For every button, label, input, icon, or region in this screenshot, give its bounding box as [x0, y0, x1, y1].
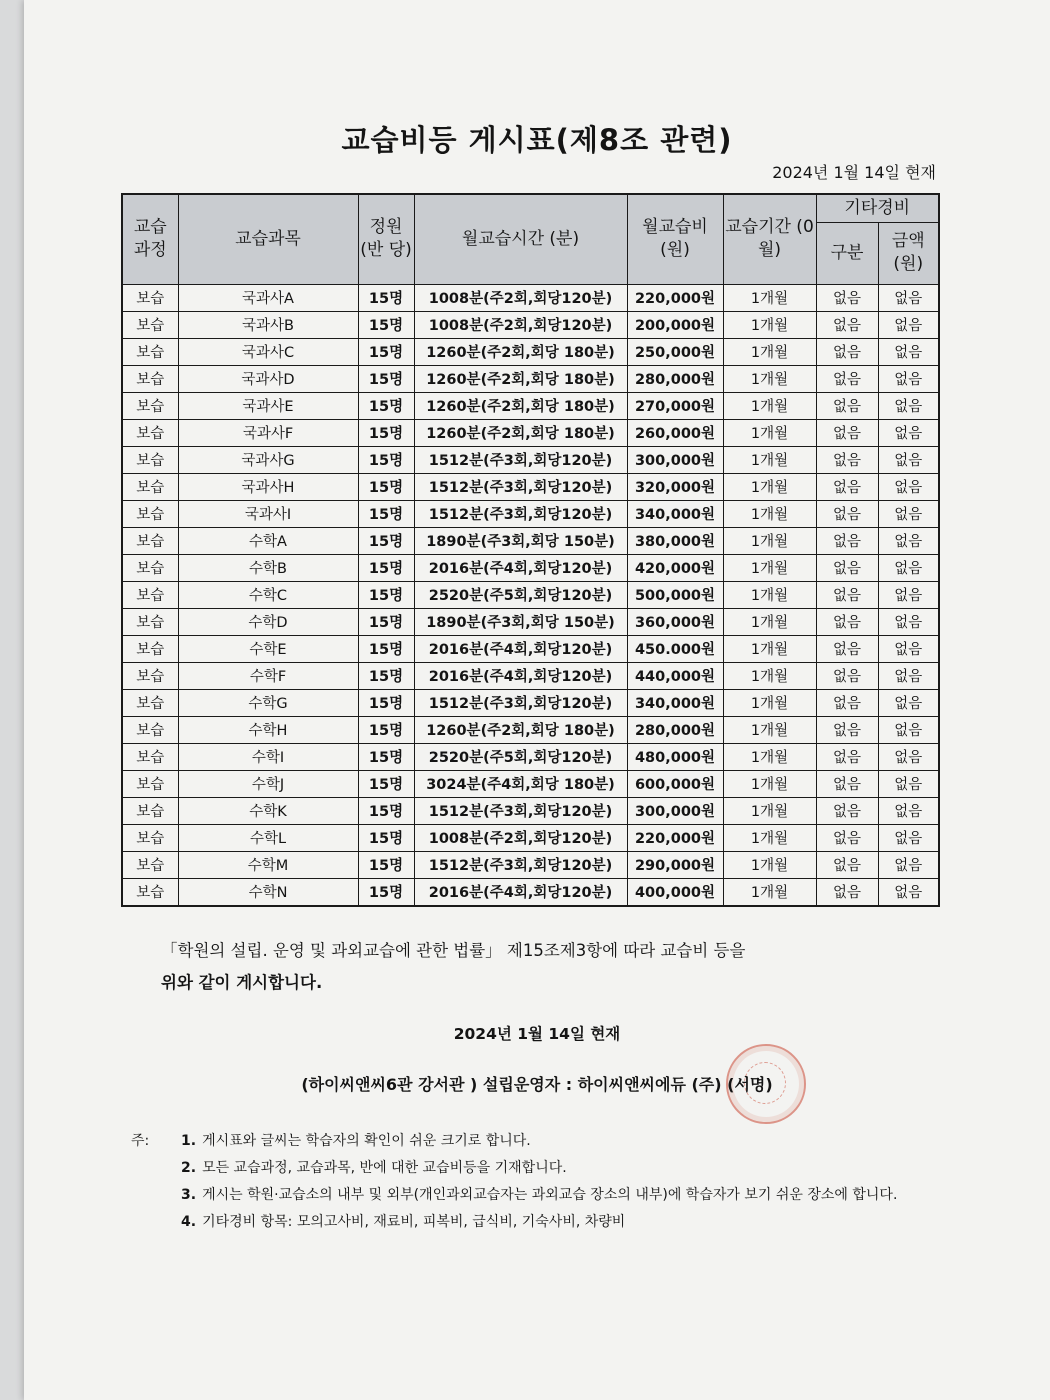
cell-period: 1개월: [723, 581, 816, 608]
cell-other-amount: 없음: [878, 365, 939, 392]
cell-course: 보습: [122, 635, 178, 662]
cell-monthly-hours: 2520분(주5회,회당120분): [414, 743, 627, 770]
footnote-prefix: [131, 1209, 181, 1236]
as-of-date: 2024년 1월 14일 현재: [772, 163, 936, 182]
cell-capacity: 15명: [358, 716, 414, 743]
footnote-item: [131, 1128, 931, 1155]
cell-capacity: 15명: [358, 743, 414, 770]
cell-monthly-fee: 280,000원: [627, 365, 723, 392]
cell-other-type: 없음: [816, 797, 878, 824]
cell-period: 1개월: [723, 473, 816, 500]
footnotes-list: [131, 1128, 931, 1236]
cell-course: 보습: [122, 419, 178, 446]
cell-monthly-fee: 200,000원: [627, 311, 723, 338]
cell-period: 1개월: [723, 608, 816, 635]
cell-other-type: 없음: [816, 662, 878, 689]
table-row: [122, 635, 939, 662]
cell-capacity: 15명: [358, 635, 414, 662]
cell-period: 1개월: [723, 743, 816, 770]
cell-subject: 수학N: [178, 878, 358, 906]
cell-monthly-fee: 500,000원: [627, 581, 723, 608]
cell-course: 보습: [122, 554, 178, 581]
cell-other-amount: 없음: [878, 392, 939, 419]
cell-other-amount: 없음: [878, 689, 939, 716]
signature-date: 2024년 1월 14일 현재: [453, 1025, 621, 1043]
table-row: [122, 662, 939, 689]
cell-course: 보습: [122, 311, 178, 338]
cell-other-type: 없음: [816, 581, 878, 608]
cell-course: 보습: [122, 716, 178, 743]
cell-other-amount: 없음: [878, 554, 939, 581]
table-row: [122, 500, 939, 527]
cell-course: 보습: [122, 662, 178, 689]
cell-period: 1개월: [723, 392, 816, 419]
notice-line-2: 위와 같이 게시합니다.: [161, 973, 323, 992]
cell-other-amount: 없음: [878, 743, 939, 770]
cell-course: 보습: [122, 797, 178, 824]
document-title: 교습비등 게시표(제8조 관련): [341, 123, 733, 157]
cell-period: 1개월: [723, 797, 816, 824]
cell-monthly-fee: 480,000원: [627, 743, 723, 770]
cell-other-type: 없음: [816, 635, 878, 662]
cell-subject: 수학F: [178, 662, 358, 689]
cell-other-type: 없음: [816, 770, 878, 797]
cell-period: 1개월: [723, 284, 816, 311]
table-row: [122, 527, 939, 554]
cell-period: 1개월: [723, 554, 816, 581]
cell-monthly-hours: 1260분(주2회,회당 180분): [414, 716, 627, 743]
cell-subject: 수학C: [178, 581, 358, 608]
cell-subject: 수학B: [178, 554, 358, 581]
footnotes: [131, 1128, 931, 1236]
cell-other-type: 없음: [816, 284, 878, 311]
cell-monthly-hours: 2016분(주4회,회당120분): [414, 662, 627, 689]
cell-other-type: 없음: [816, 743, 878, 770]
cell-other-type: 없음: [816, 311, 878, 338]
cell-capacity: 15명: [358, 392, 414, 419]
header-other-expenses: 기타경비: [816, 194, 939, 222]
legal-notice: [161, 935, 901, 999]
cell-monthly-fee: 320,000원: [627, 473, 723, 500]
fee-table-body: [122, 284, 939, 906]
cell-subject: 국과사D: [178, 365, 358, 392]
footnote-text: [181, 1182, 931, 1209]
cell-other-amount: 없음: [878, 473, 939, 500]
cell-monthly-hours: 1512분(주3회,회당120분): [414, 500, 627, 527]
cell-capacity: 15명: [358, 581, 414, 608]
document-page: [24, 0, 1050, 1400]
cell-monthly-fee: 280,000원: [627, 716, 723, 743]
cell-other-type: 없음: [816, 392, 878, 419]
cell-capacity: 15명: [358, 770, 414, 797]
cell-capacity: 15명: [358, 662, 414, 689]
cell-other-amount: 없음: [878, 527, 939, 554]
cell-subject: 수학I: [178, 743, 358, 770]
cell-course: 보습: [122, 500, 178, 527]
table-row: [122, 608, 939, 635]
footnote-prefix: 주:: [131, 1133, 150, 1149]
cell-period: 1개월: [723, 689, 816, 716]
cell-other-amount: 없음: [878, 851, 939, 878]
cell-subject: 수학D: [178, 608, 358, 635]
cell-subject: 국과사C: [178, 338, 358, 365]
fee-table: [121, 193, 940, 907]
cell-subject: 국과사G: [178, 446, 358, 473]
cell-other-type: 없음: [816, 878, 878, 906]
header-period: 교습기간 (0월): [723, 194, 816, 284]
footnote-item: [131, 1182, 931, 1209]
header-other-amount: 금액 (원): [878, 222, 939, 284]
footnote-prefix: [131, 1155, 181, 1182]
cell-other-type: 없음: [816, 824, 878, 851]
footnote-number: 3.: [181, 1187, 197, 1203]
cell-period: 1개월: [723, 419, 816, 446]
table-row: [122, 365, 939, 392]
cell-period: 1개월: [723, 851, 816, 878]
cell-course: 보습: [122, 608, 178, 635]
cell-monthly-hours: 3024분(주4회,회당 180분): [414, 770, 627, 797]
cell-course: 보습: [122, 770, 178, 797]
cell-capacity: 15명: [358, 878, 414, 906]
cell-capacity: 15명: [358, 473, 414, 500]
cell-period: 1개월: [723, 365, 816, 392]
cell-monthly-fee: 380,000원: [627, 527, 723, 554]
cell-other-type: 없음: [816, 527, 878, 554]
cell-subject: 국과사H: [178, 473, 358, 500]
cell-monthly-fee: 440,000원: [627, 662, 723, 689]
cell-other-amount: 없음: [878, 311, 939, 338]
cell-monthly-hours: 1260분(주2회,회당 180분): [414, 419, 627, 446]
table-row: [122, 284, 939, 311]
cell-other-type: 없음: [816, 554, 878, 581]
cell-monthly-hours: 1260분(주2회,회당 180분): [414, 392, 627, 419]
cell-monthly-hours: 1260분(주2회,회당 180분): [414, 365, 627, 392]
cell-subject: 수학A: [178, 527, 358, 554]
cell-capacity: 15명: [358, 797, 414, 824]
cell-other-type: 없음: [816, 608, 878, 635]
cell-course: 보습: [122, 743, 178, 770]
cell-capacity: 15명: [358, 851, 414, 878]
cell-capacity: 15명: [358, 500, 414, 527]
cell-subject: 수학M: [178, 851, 358, 878]
cell-monthly-fee: 250,000원: [627, 338, 723, 365]
cell-course: 보습: [122, 446, 178, 473]
cell-course: 보습: [122, 527, 178, 554]
cell-monthly-fee: 300,000원: [627, 446, 723, 473]
cell-capacity: 15명: [358, 311, 414, 338]
table-row: [122, 743, 939, 770]
cell-other-type: 없음: [816, 716, 878, 743]
cell-period: 1개월: [723, 311, 816, 338]
cell-monthly-fee: 260,000원: [627, 419, 723, 446]
footnote-text: [181, 1155, 931, 1182]
cell-period: 1개월: [723, 770, 816, 797]
cell-monthly-fee: 600,000원: [627, 770, 723, 797]
cell-monthly-hours: 1890분(주3회,회당 150분): [414, 608, 627, 635]
cell-course: 보습: [122, 338, 178, 365]
cell-capacity: 15명: [358, 284, 414, 311]
footnote-body: 모든 교습과정, 교습과목, 반에 대한 교습비등을 기재합니다.: [202, 1160, 567, 1176]
cell-subject: 국과사F: [178, 419, 358, 446]
cell-capacity: 15명: [358, 689, 414, 716]
cell-capacity: 15명: [358, 419, 414, 446]
operator-line: (하이씨앤씨6관 강서관 ) 설립운영자 : 하이씨앤씨에듀 (주) (서명): [301, 1075, 773, 1094]
footnote-number: 4.: [181, 1214, 197, 1230]
cell-monthly-hours: 1512분(주3회,회당120분): [414, 797, 627, 824]
cell-monthly-fee: 290,000원: [627, 851, 723, 878]
cell-capacity: 15명: [358, 554, 414, 581]
cell-monthly-fee: 220,000원: [627, 824, 723, 851]
cell-other-amount: 없음: [878, 716, 939, 743]
table-row: [122, 311, 939, 338]
cell-course: 보습: [122, 392, 178, 419]
cell-other-type: 없음: [816, 851, 878, 878]
cell-other-amount: 없음: [878, 284, 939, 311]
cell-subject: 수학K: [178, 797, 358, 824]
cell-other-amount: 없음: [878, 662, 939, 689]
footnote-body: 기타경비 항목: 모의고사비, 재료비, 피복비, 급식비, 기숙사비, 차량비: [202, 1214, 626, 1230]
cell-monthly-fee: 340,000원: [627, 689, 723, 716]
cell-other-type: 없음: [816, 689, 878, 716]
footnote-text: [181, 1209, 931, 1236]
table-row: [122, 419, 939, 446]
table-row: [122, 689, 939, 716]
header-capacity: 정원 (반 당): [358, 194, 414, 284]
header-course: 교습 과정: [122, 194, 178, 284]
header-monthly-fee: 월교습비 (원): [627, 194, 723, 284]
cell-course: 보습: [122, 473, 178, 500]
cell-monthly-fee: 270,000원: [627, 392, 723, 419]
cell-monthly-hours: 1008분(주2회,회당120분): [414, 311, 627, 338]
cell-period: 1개월: [723, 527, 816, 554]
header-monthly-hours: 월교습시간 (분): [414, 194, 627, 284]
cell-monthly-hours: 2016분(주4회,회당120분): [414, 878, 627, 906]
cell-period: 1개월: [723, 635, 816, 662]
table-row: [122, 851, 939, 878]
cell-course: 보습: [122, 878, 178, 906]
cell-period: 1개월: [723, 338, 816, 365]
cell-other-amount: 없음: [878, 419, 939, 446]
table-row: [122, 824, 939, 851]
cell-capacity: 15명: [358, 446, 414, 473]
cell-monthly-hours: 2016분(주4회,회당120분): [414, 554, 627, 581]
cell-period: 1개월: [723, 824, 816, 851]
cell-other-type: 없음: [816, 473, 878, 500]
cell-course: 보습: [122, 851, 178, 878]
cell-monthly-fee: 450.000원: [627, 635, 723, 662]
cell-monthly-hours: 1008분(주2회,회당120분): [414, 284, 627, 311]
cell-other-amount: 없음: [878, 635, 939, 662]
cell-monthly-hours: 1512분(주3회,회당120분): [414, 689, 627, 716]
footnote-number: 1.: [181, 1133, 197, 1149]
cell-course: 보습: [122, 365, 178, 392]
cell-subject: 국과사A: [178, 284, 358, 311]
cell-other-type: 없음: [816, 338, 878, 365]
cell-capacity: 15명: [358, 527, 414, 554]
cell-subject: 수학H: [178, 716, 358, 743]
cell-period: 1개월: [723, 716, 816, 743]
cell-other-type: 없음: [816, 419, 878, 446]
notice-line-1: 「학원의 설립. 운영 및 과외교습에 관한 법률」 제15조제3항에 따라 교습비 등을: [161, 941, 746, 960]
cell-other-amount: 없음: [878, 581, 939, 608]
table-row: [122, 716, 939, 743]
cell-monthly-hours: 1008분(주2회,회당120분): [414, 824, 627, 851]
table-row: [122, 797, 939, 824]
cell-other-amount: 없음: [878, 500, 939, 527]
cell-monthly-hours: 1512분(주3회,회당120분): [414, 446, 627, 473]
cell-course: 보습: [122, 284, 178, 311]
cell-course: 보습: [122, 824, 178, 851]
header-subject: 교습과목: [178, 194, 358, 284]
footnote-text: [181, 1128, 931, 1155]
cell-other-type: 없음: [816, 446, 878, 473]
footnote-body: 게시는 학원·교습소의 내부 및 외부(개인과외교습자는 과외교습 장소의 내부)에 학습자가 보기 쉬운 장소에 합니다.: [202, 1187, 898, 1203]
cell-subject: 수학E: [178, 635, 358, 662]
cell-monthly-hours: 2520분(주5회,회당120분): [414, 581, 627, 608]
cell-monthly-hours: 1512분(주3회,회당120분): [414, 851, 627, 878]
cell-subject: 수학G: [178, 689, 358, 716]
cell-capacity: 15명: [358, 608, 414, 635]
cell-period: 1개월: [723, 500, 816, 527]
table-row: [122, 878, 939, 906]
cell-other-type: 없음: [816, 500, 878, 527]
cell-other-amount: 없음: [878, 446, 939, 473]
cell-monthly-fee: 340,000원: [627, 500, 723, 527]
cell-other-amount: 없음: [878, 770, 939, 797]
cell-monthly-fee: 360,000원: [627, 608, 723, 635]
cell-other-amount: 없음: [878, 878, 939, 906]
cell-other-type: 없음: [816, 365, 878, 392]
cell-monthly-hours: 1260분(주2회,회당 180분): [414, 338, 627, 365]
table-row: [122, 338, 939, 365]
cell-subject: 국과사E: [178, 392, 358, 419]
cell-capacity: 15명: [358, 365, 414, 392]
cell-monthly-hours: 1512분(주3회,회당120분): [414, 473, 627, 500]
header-other-type: 구분: [816, 222, 878, 284]
cell-course: 보습: [122, 689, 178, 716]
cell-monthly-fee: 400,000원: [627, 878, 723, 906]
cell-monthly-hours: 1890분(주3회,회당 150분): [414, 527, 627, 554]
table-row: [122, 473, 939, 500]
cell-subject: 국과사B: [178, 311, 358, 338]
cell-course: 보습: [122, 581, 178, 608]
cell-monthly-fee: 300,000원: [627, 797, 723, 824]
cell-monthly-fee: 420,000원: [627, 554, 723, 581]
cell-other-amount: 없음: [878, 338, 939, 365]
cell-subject: 수학J: [178, 770, 358, 797]
cell-capacity: 15명: [358, 824, 414, 851]
footnote-number: 2.: [181, 1160, 197, 1176]
footnote-item: [131, 1155, 931, 1182]
footnote-prefix: [131, 1182, 181, 1209]
cell-period: 1개월: [723, 878, 816, 906]
table-row: [122, 770, 939, 797]
table-row: [122, 581, 939, 608]
footnote-body: 게시표와 글씨는 학습자의 확인이 쉬운 크기로 합니다.: [202, 1133, 531, 1149]
table-row: [122, 446, 939, 473]
cell-monthly-hours: 2016분(주4회,회당120분): [414, 635, 627, 662]
cell-capacity: 15명: [358, 338, 414, 365]
cell-other-amount: 없음: [878, 608, 939, 635]
cell-subject: 수학L: [178, 824, 358, 851]
cell-period: 1개월: [723, 446, 816, 473]
cell-other-amount: 없음: [878, 797, 939, 824]
cell-period: 1개월: [723, 662, 816, 689]
table-row: [122, 392, 939, 419]
table-row: [122, 554, 939, 581]
footnote-item: [131, 1209, 931, 1236]
cell-monthly-fee: 220,000원: [627, 284, 723, 311]
cell-other-amount: 없음: [878, 824, 939, 851]
cell-subject: 국과사I: [178, 500, 358, 527]
